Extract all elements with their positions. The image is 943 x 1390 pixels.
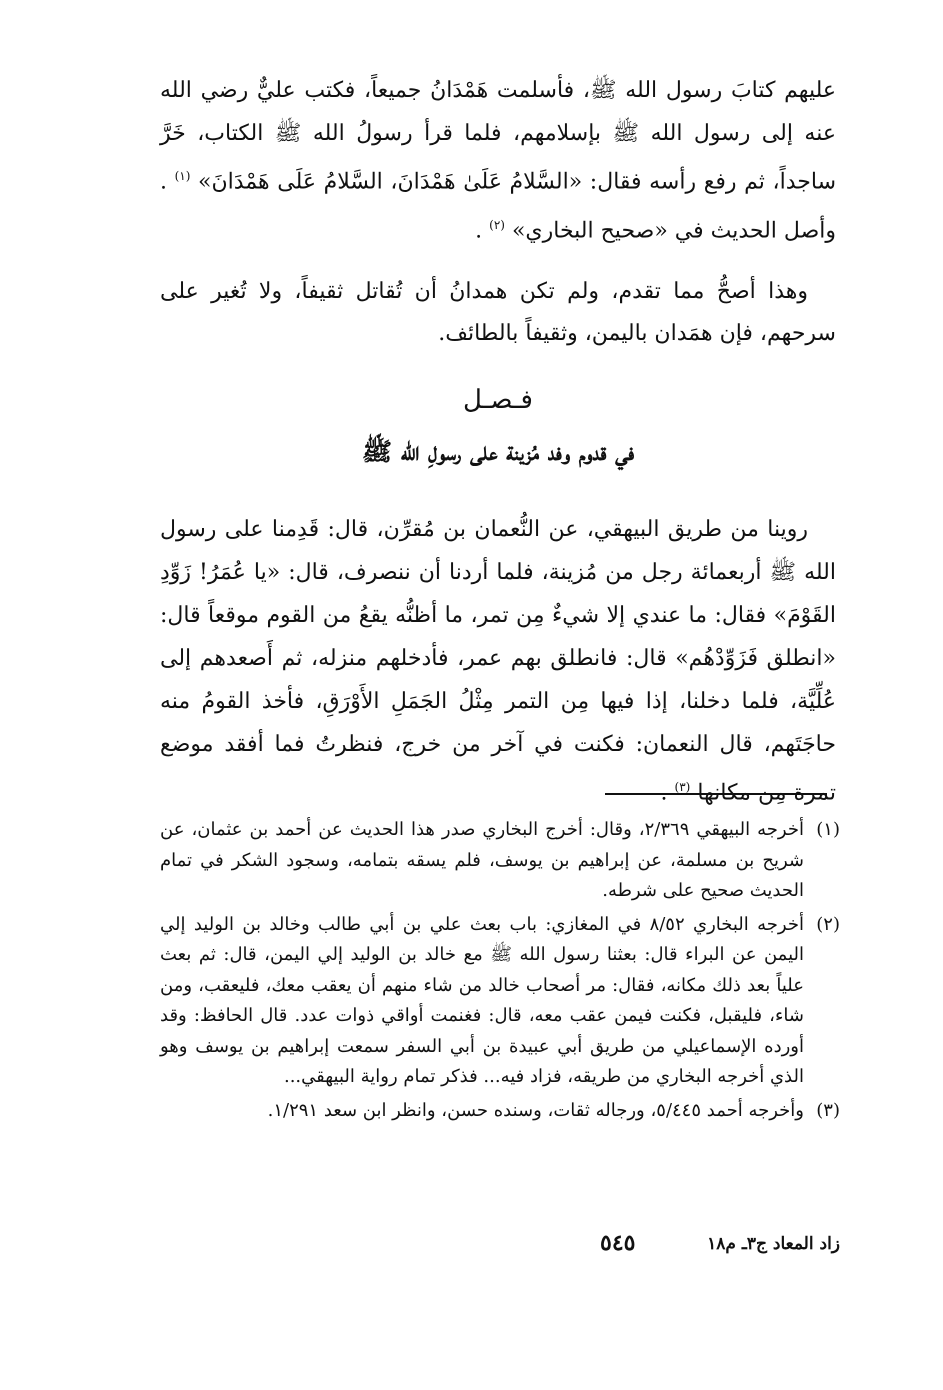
footnote-text: أخرجه البخاري ٨/٥٢ في المغازي: باب بعث علي بن أبي طالب وخالد بن الوليد إلي اليمن عن البراء قال: بعثنا رسول الله ﷺ مع خالد بن الوليد إلي اليمن، قال: ثم بعث علياً بعد ذلك مكانه، فقال: مر أصحاب خالد من شاء منهم أن يعقب معك، فليعقب، ومن شاء، فليقبل، فكنت فيمن عقب معه، قال: فغنمت أواقي ذوات عدد. قال الحافظ: وقد أورده الإسماعيلي من طريق أبي عبيدة بن أبي السفر سمعت إبراهيم بن يوسف وهو الذي أخرجه البخاري من طريقه، فزاد فيه... فذكر تمام رواية البيهقي... [160, 913, 804, 1087]
paragraph-1-text: عليهم كتابَ رسول الله ﷺ، فأسلمت هَمْدَانُ جميعاً، فكتب عليٌّ رضي الله عنه إلى رسول الله ﷺ بإسلامهم، فلما قرأ رسولُ الله ﷺ الكتاب، خَرَّ ساجداً، ثم رفع رأسه فقال: «السَّلامُ عَلَىٰ هَمْدَانَ، السَّلامُ عَلَى هَمْدَانَ» [160, 78, 837, 195]
footnote-ref-3: (٣) [674, 780, 691, 794]
paragraph-1-end: . [475, 218, 483, 244]
page-number: ٥٤٥ [600, 1230, 636, 1256]
footnote-number: (٣) [816, 1099, 840, 1121]
footnote-separator [605, 793, 827, 795]
footnote-ref-2: (٢) [489, 217, 505, 232]
footnote-number: (١) [816, 819, 840, 840]
paragraph-1-continuation: . وأصل الحديث في «صحيح البخاري» [160, 169, 836, 244]
footnote-ref-1: (١) [174, 169, 191, 183]
paragraph-2: وهذا أصحُّ مما تقدم، ولم تكن همدانُ أن تُقاتل ثقيفاً، ولا تُغير على سرحهم، فإن همَدان باليمن، وثقيفاً بالطائف. [160, 278, 836, 347]
paragraph-3-text: روينا من طريق البيهقي، عن النُّعمان بن مُقرِّن، قال: قَدِمنا على رسول الله ﷺ أربعمائة رجل من مُزينة، فلما أردنا أن ننصرف، قال: «يا عُمَرُ! زَوِّدِ القَوْمَ» فقال: ما عندي إلا شيءٌ مِن تمر، ما أظنُّه يقعُ من القوم موقعاً قال: «انطلق فَزَوِّدْهُم» قال: فانطلق بهم عمر، فأدخلهم منزله، ثم أَصعدهم إلى عُلِّيَّة، فلما دخلنا، إذا فيها مِن التمر مِثْلُ الجَمَلِ الأَوْرَقِ، فأخذ القومُ منه حاجَتَهم، قال النعمان: فكنت في آخر من خرج، فنظرتُ فما أفقد موضع تمرة مِن مكانها [160, 517, 836, 806]
footnote-3 [160, 1096, 840, 1127]
paragraph-3 [160, 508, 836, 814]
footnote-2 [160, 910, 840, 1093]
section-subtitle: في قدوم وفد مُزينة على رسولِ الله ﷺ [361, 437, 635, 466]
printer-signature: زاد المعاد ج٣ـ م١٨ [707, 1234, 840, 1254]
footnote-text: وأخرجه أحمد ٥/٤٤٥، ورجاله ثقات، وسنده حسن، وانظر ابن سعد ١/٢٩١. [267, 1099, 804, 1121]
footnote-text: أخرجه البيهقي ٢/٣٦٩، وقال: أخرج البخاري صدر هذا الحديث عن أحمد بن عثمان، عن شريح بن مسلمة، عن إبراهيم بن يوسف، فلم يسقه بتمامه، وسجود الشكر في تمام الحديث صحيح على شرطه. [160, 819, 804, 901]
page-footer [160, 1230, 840, 1260]
main-text-top [160, 70, 836, 356]
paragraph-3-end: . [660, 780, 668, 806]
footnote-1 [160, 815, 840, 907]
paragraph-1 [160, 70, 836, 253]
section-title: فـصـل [463, 385, 533, 415]
footnotes [160, 815, 840, 1129]
footnote-number: (٢) [816, 913, 840, 935]
